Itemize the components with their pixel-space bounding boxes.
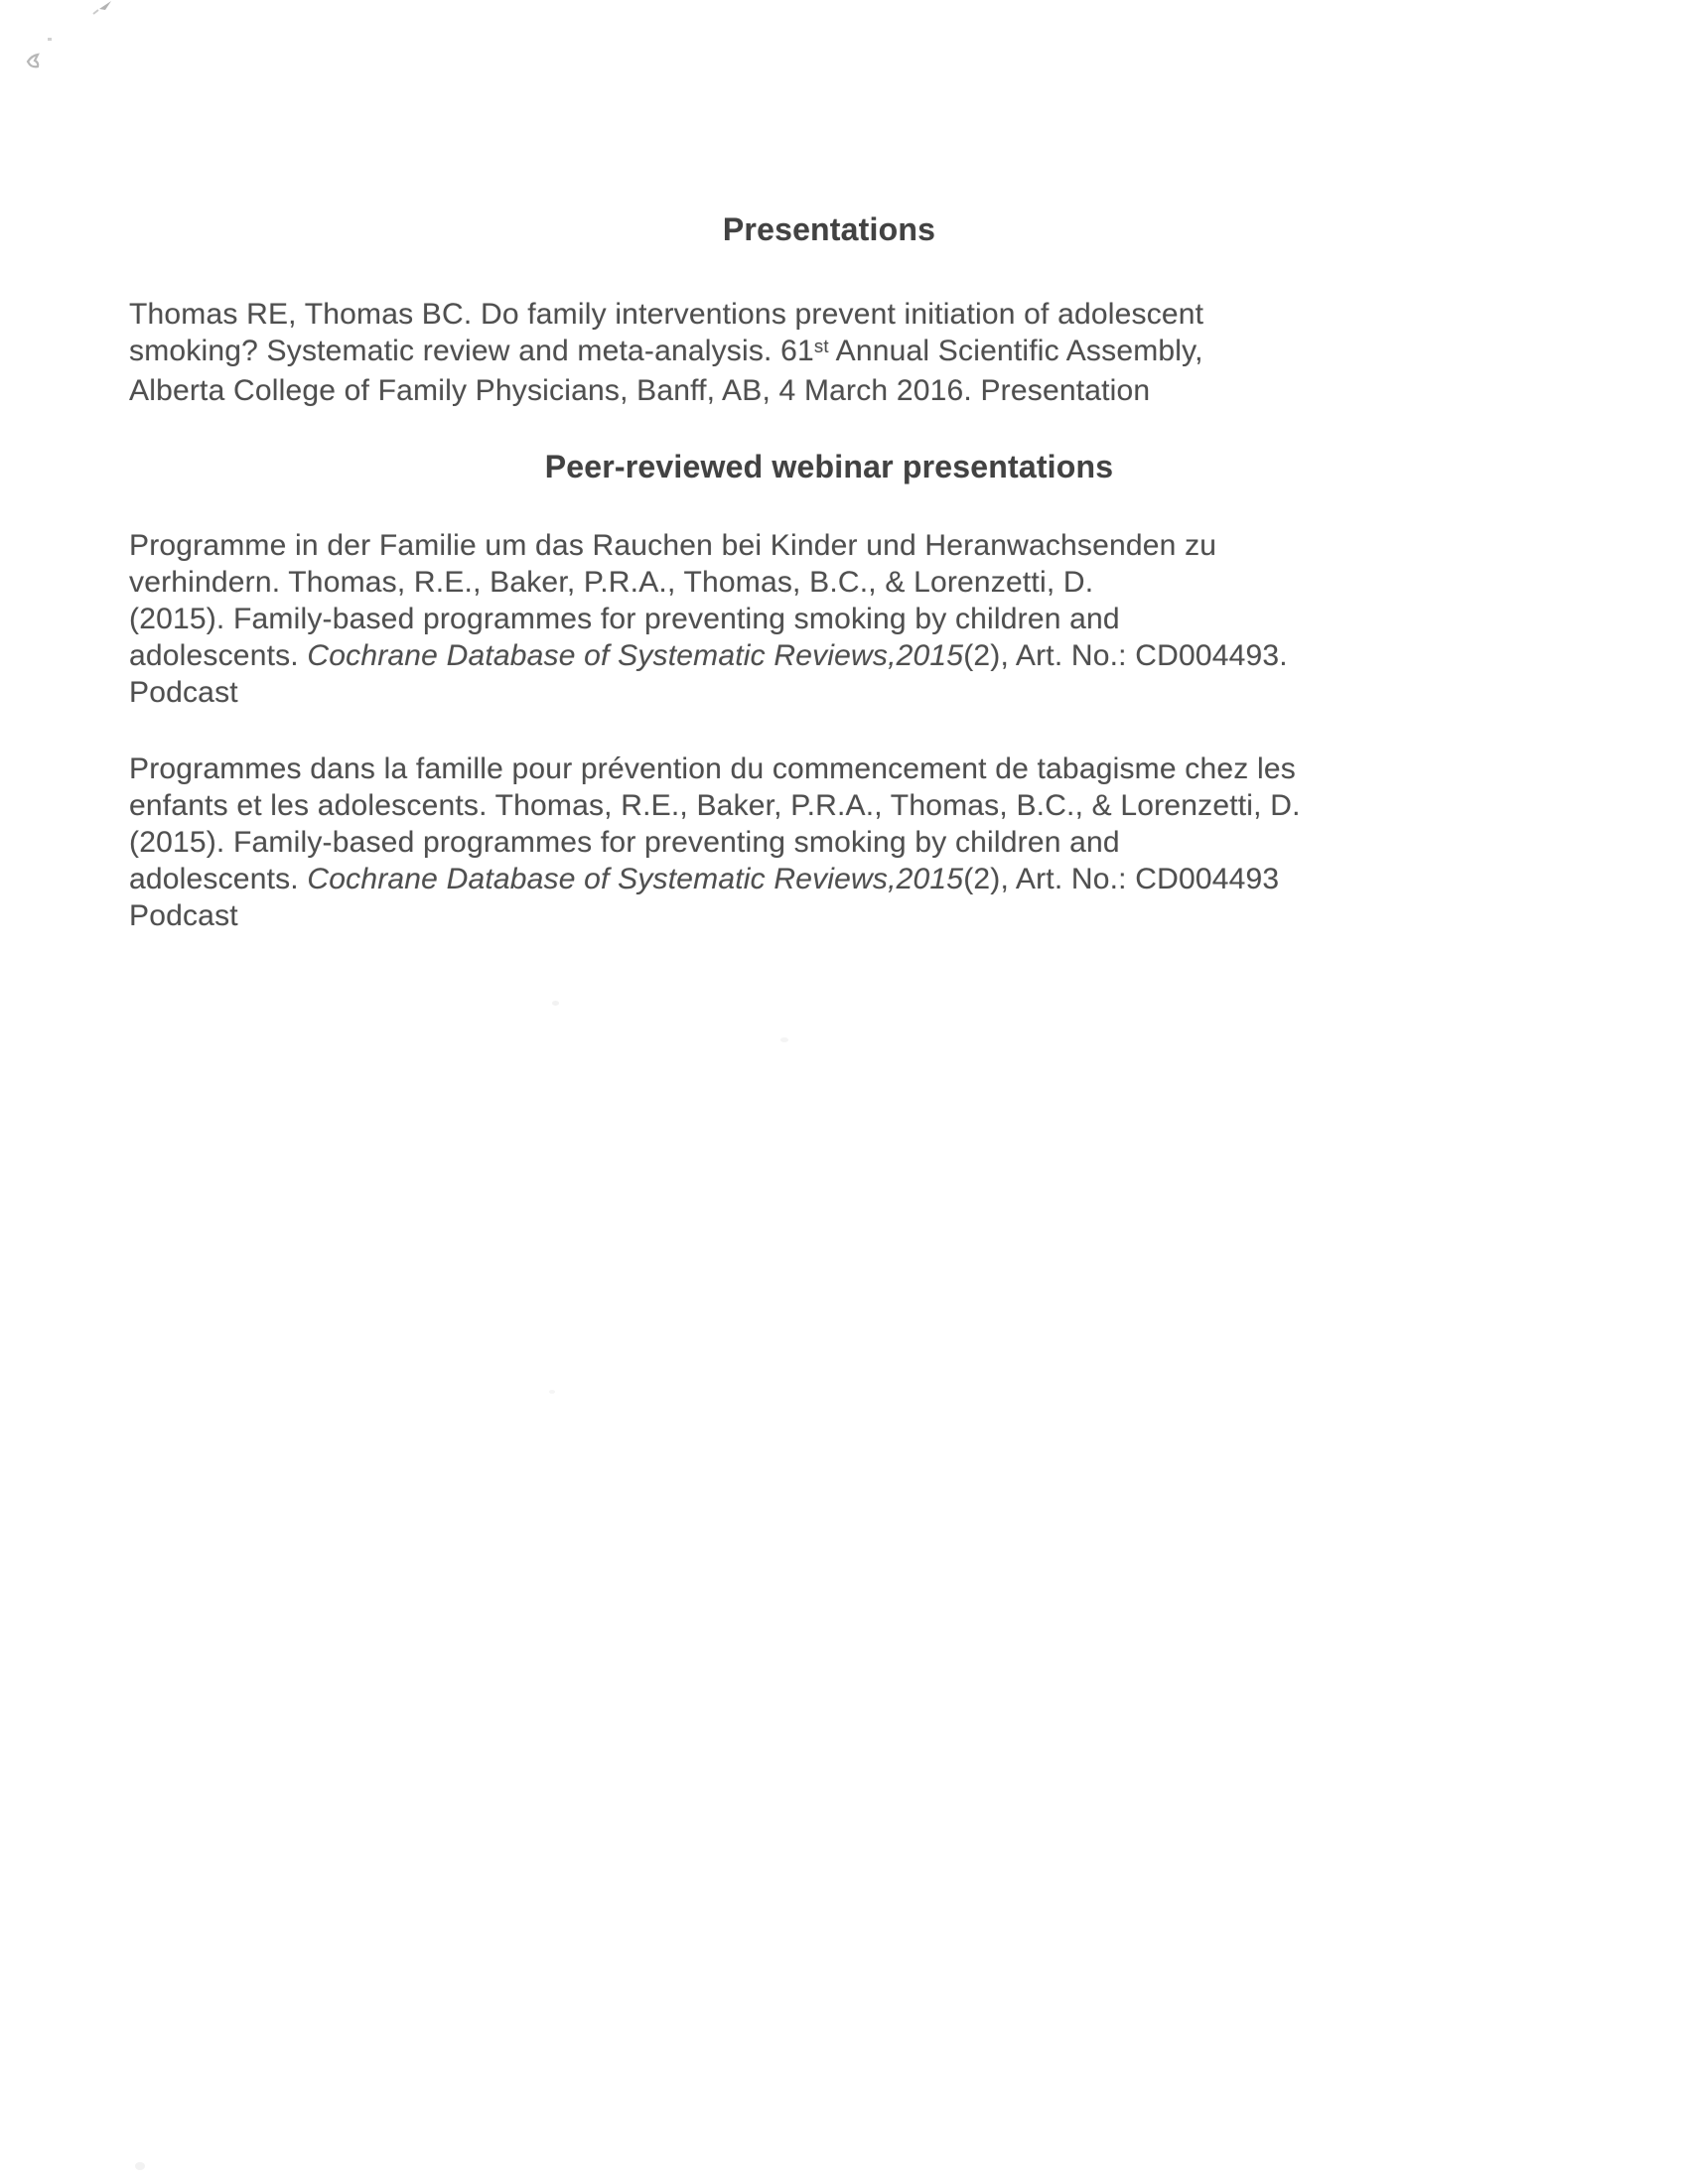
- conference-presentation-citation: [129, 296, 1529, 409]
- scan-speck: [552, 1001, 559, 1006]
- text-line: verhindern. Thomas, R.E., Baker, P.R.A., Thomas, B.C., & Lorenzetti, D.: [129, 566, 1094, 599]
- text-line: Programmes dans la famille pour prévention du commencement de tabagisme chez les: [129, 752, 1296, 785]
- webinar-citation-german: [129, 527, 1529, 711]
- document-content: [129, 210, 1529, 934]
- text-line: (2015). Family-based programmes for preventing smoking by children and: [129, 826, 1120, 859]
- scan-speck: [780, 1037, 788, 1042]
- text-line: Podcast: [129, 676, 238, 709]
- text-line: enfants et les adolescents. Thomas, R.E., Baker, P.R.A., Thomas, B.C., & Lorenzetti, D.: [129, 789, 1301, 822]
- scan-speck: [549, 1390, 555, 1394]
- text-line: Programme in der Familie um das Rauchen bei Kinder und Heranwachsenden zu: [129, 529, 1217, 562]
- text-line: Podcast: [129, 899, 238, 932]
- text-line: (2015). Family-based programmes for preventing smoking by children and: [129, 603, 1120, 635]
- scan-speck: [135, 2162, 145, 2170]
- text-line: adolescents. Cochrane Database of Systematic Reviews,2015(2), Art. No.: CD004493: [129, 863, 1280, 895]
- text-line: adolescents. Cochrane Database of Systematic Reviews,2015(2), Art. No.: CD004493.: [129, 639, 1288, 672]
- heading-peer-reviewed-webinar-presentations: Peer-reviewed webinar presentations: [544, 449, 1114, 484]
- text-line: smoking? Systematic review and meta-analysis. 61st Annual Scientific Assembly,: [129, 335, 1203, 367]
- webinar-citation-french: [129, 751, 1529, 934]
- text-line: Alberta College of Family Physicians, Banff, AB, 4 March 2016. Presentation: [129, 374, 1151, 407]
- pen-scribble-mark: [0, 0, 139, 89]
- heading-presentations: Presentations: [722, 211, 936, 247]
- text-line: Thomas RE, Thomas BC. Do family interventions prevent initiation of adolescent: [129, 298, 1204, 331]
